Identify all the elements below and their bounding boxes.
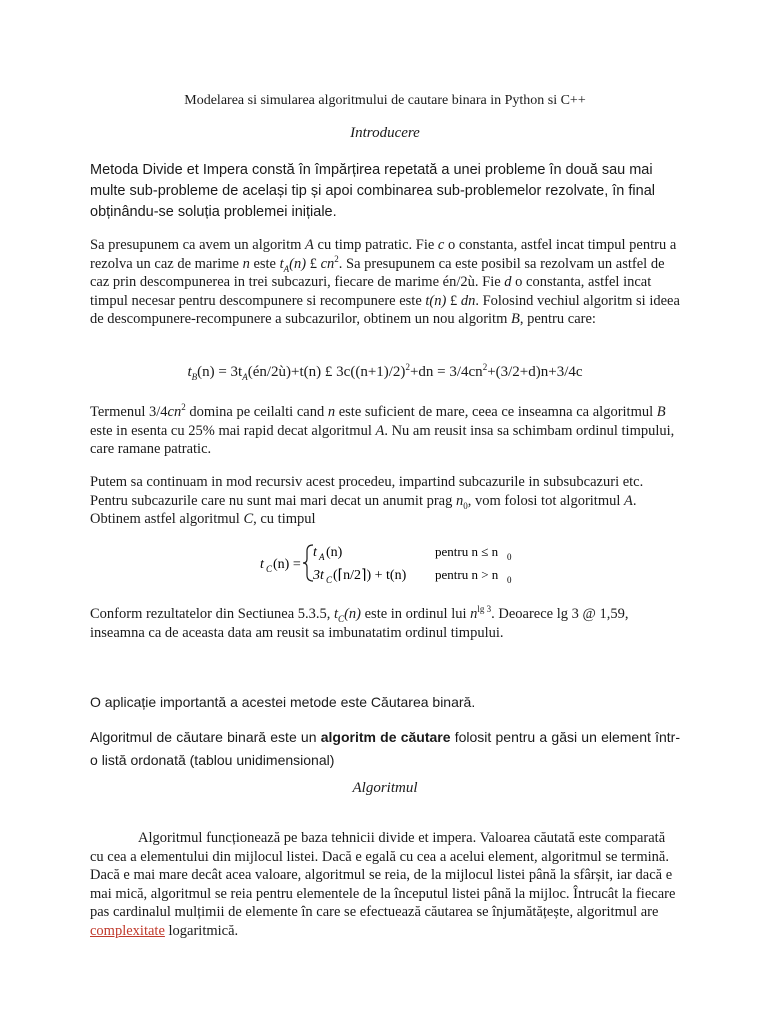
case2-arg: (⌈n/2⌉) + t(n) <box>333 568 407 583</box>
formula-svg <box>255 537 515 589</box>
arg-n: (n) <box>344 606 361 622</box>
text-run: logaritmică. <box>164 922 239 939</box>
brace-icon <box>303 545 313 581</box>
paragraph-algoritm-patratic <box>90 236 680 329</box>
var-cn: cn <box>320 255 335 272</box>
text-run: . Deoarece lg 3 @ 1,59, inseamna ca de aceasta data am reusit sa imbunatatim ordinul timpului. <box>90 606 629 641</box>
sub-A: A <box>283 263 290 274</box>
paragraph-termenul <box>90 403 680 459</box>
complexitate-link[interactable]: complexitate <box>90 922 165 939</box>
text-run: o constanta, astfel incat timpul pentru a rezolva un caz de marime <box>90 237 677 272</box>
var-n: n <box>242 255 250 272</box>
text-run: , vom folosi tot algoritmul <box>467 492 625 509</box>
sub-0: 0 <box>463 500 468 511</box>
text-run: , pentru care: <box>519 311 596 327</box>
var-d: d <box>504 274 512 290</box>
formula-sup: 2 <box>405 362 410 372</box>
text-run: £ <box>446 292 461 309</box>
var-c: c <box>437 237 445 253</box>
text-run: £ <box>306 255 321 272</box>
bold-term: algoritm de căutare <box>320 729 451 745</box>
formula-sub: A <box>242 372 248 382</box>
text-run: Algoritmul funcționează pe baza tehnicii divide et impera. Valoarea căutată este comparată cu cea a elementului din mijlocul listei. Dacă e egală cu cea a acelui element, algoritmul se termină. Dacă e mai mare decât acea valoare, algoritmul se reia, de la mijlocul listei până la sfârșit, iar dacă e mai mică, algoritmul se reia pentru elementele de la începutul listei până la mijloc. Întrucât la fiecare pas cardinalul mulțimii de elemente în care se efectuează căutarea se înjumătățește, algoritmul are <box>90 830 676 920</box>
paragraph-aplicatie: O aplicație importantă a acestei metode este Căutarea binară. <box>90 694 476 710</box>
paragraph-conform <box>90 605 680 642</box>
text-run: este in ordinul lui <box>360 606 471 622</box>
paragraph-recursiv <box>90 473 680 529</box>
var-t: t <box>279 255 284 272</box>
formula-text: (én/2ù)+t(n) £ 3c((n+1)/2) <box>247 364 406 380</box>
cond2-sub: 0 <box>507 575 512 585</box>
sup-2: 2 <box>181 402 186 413</box>
text-run: este suficient de mare, ceea ce inseamna ca algoritmul <box>335 404 657 420</box>
var-A: A <box>375 422 385 439</box>
text-run: . Folosind vechiul algoritm si ideea de descompunere-recompunere a subcazurilor, obtinem un nou algoritm <box>90 292 680 327</box>
var-B: B <box>510 311 520 327</box>
formula-tC-cases <box>255 537 515 589</box>
text-run: domina pe ceilalti cand <box>185 404 328 420</box>
text-run: . Obtinem astfel algoritmul <box>90 492 637 527</box>
formula-lhs-sub: C <box>266 564 273 574</box>
sup-lg3: lg 3 <box>477 604 492 615</box>
text-run: Algoritmul de căutare binară este un <box>90 729 321 745</box>
case1-sub: A <box>319 552 325 562</box>
text-run: (tablou unidimensional) <box>185 752 335 768</box>
text-run: . Nu am reusit insa sa schimbam ordinul timpului, care ramane patratic. <box>90 422 675 457</box>
text-run: cu timp patratic. Fie <box>313 237 438 253</box>
paragraph-algoritmul <box>90 829 680 940</box>
var-n: n <box>456 492 464 509</box>
formula-text: +dn = 3/4cn <box>409 364 483 380</box>
text-run: , cu timpul <box>253 511 316 527</box>
text-run: listă ordonată <box>101 752 186 768</box>
var-cn: cn <box>167 404 182 420</box>
text-run: . Sa presupunem ca este posibil sa rezolvam un astfel de caz prin descompunerea in trei subcazuri, fiecare de marime <box>90 255 665 290</box>
section-heading-algoritmul: Algoritmul <box>352 780 418 796</box>
formula-text: +(3/2+d)n+3/4c <box>487 364 583 380</box>
text-run: én/2ù <box>442 274 475 290</box>
formula-lhs-arg: (n) = <box>273 557 301 572</box>
case2-sub: C <box>326 575 333 585</box>
case1-t: t <box>313 545 317 560</box>
text-run: Sa presupunem ca avem un algoritm <box>90 237 306 253</box>
cond1: pentru n ≤ n <box>435 544 499 559</box>
formula-sub: B <box>191 372 198 382</box>
var-n: n <box>327 404 336 420</box>
var-t: t <box>425 292 430 309</box>
arg-n: (n) <box>289 255 307 272</box>
var-C: C <box>243 511 254 527</box>
var-A: A <box>305 237 314 253</box>
sup-2: 2 <box>334 253 339 264</box>
text-run: Putem sa continuam in mod recursiv acest procedeu, impartind subcazurile in subsubcazuri etc. Pentru subcazurile care nu sunt mai mari decat un anumit prag <box>90 474 644 509</box>
text-run: folosit pentru a găsi un element într-o <box>90 729 680 768</box>
formula-tB <box>90 364 680 381</box>
text-run: Termenul 3/4 <box>90 404 168 420</box>
var-n: n <box>470 606 478 622</box>
paragraph-cautare-binara <box>90 726 680 772</box>
formula-sup: 2 <box>482 362 488 372</box>
cond1-sub: 0 <box>507 552 512 562</box>
text-run: . Fie <box>474 274 505 290</box>
var-A: A <box>624 492 633 509</box>
var-dn: dn <box>460 292 476 309</box>
document-title: Modelarea si simularea algoritmului de cautare binara in Python si C++ <box>184 93 586 108</box>
formula-lhs: t <box>260 557 264 572</box>
formula-var: t <box>187 364 192 380</box>
text-run: Conform rezultatelor din Sectiunea 5.3.5, <box>90 606 335 622</box>
text-run: este <box>249 255 280 272</box>
text-run: este in esenta cu 25% mai rapid decat algoritmul <box>90 422 376 439</box>
var-B: B <box>656 404 666 420</box>
arg-n: (n) <box>429 292 447 309</box>
text-run: o constanta, astfel incat timpul necesar pentru descompunere si recompunere este <box>90 274 652 309</box>
case2-t: 3t <box>313 568 324 583</box>
formula-text: (n) = 3t <box>197 364 243 380</box>
var-t: t <box>334 606 339 622</box>
sub-C: C <box>338 613 345 624</box>
section-heading-introducere: Introducere <box>350 125 420 141</box>
case1-arg: (n) <box>326 545 343 560</box>
cond2: pentru n > n <box>435 567 499 582</box>
paragraph-divide-et-impera: Metoda Divide et Impera constă în împărțirea repetată a unei probleme în două sau mai multe sub-probleme de același tip și apoi combinarea sub-problemelor rezolvate, în final obținându-se soluția problemei inițiale. <box>90 162 655 220</box>
